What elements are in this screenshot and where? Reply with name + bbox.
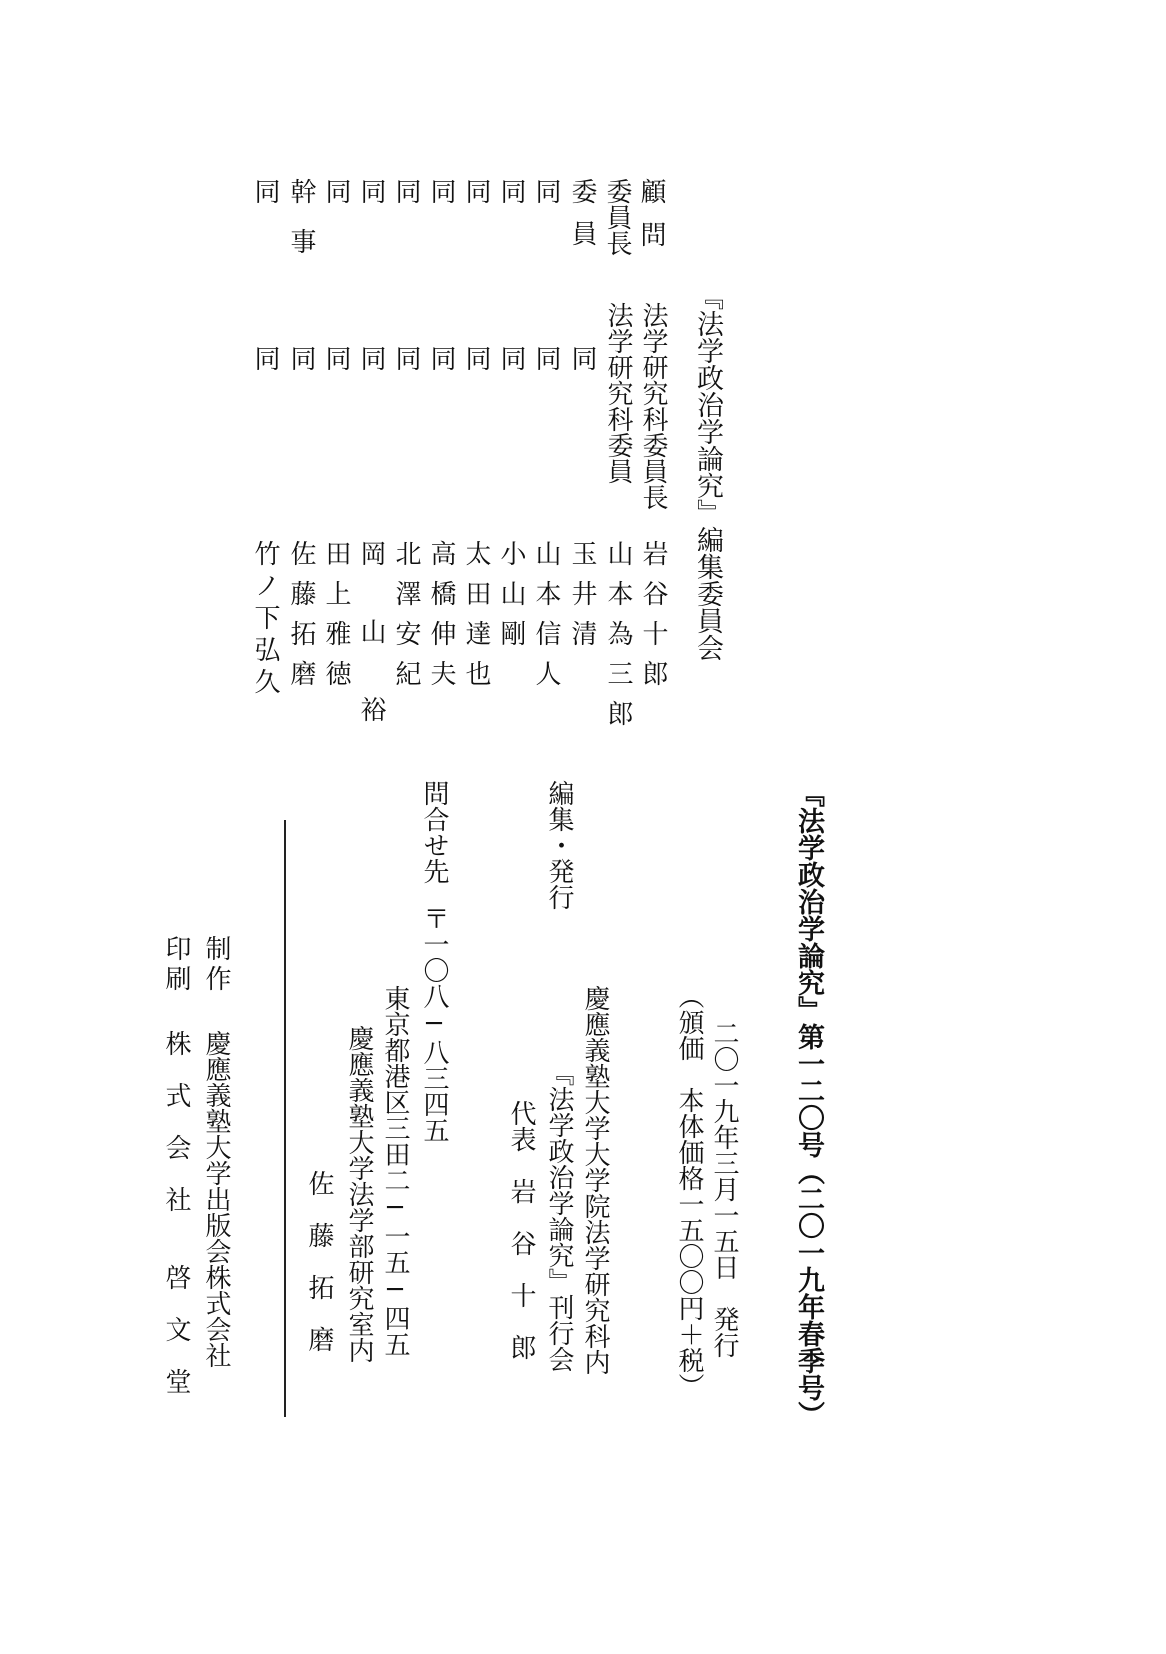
section-divider (284, 820, 286, 1417)
member-name: 佐藤拓磨 (286, 540, 316, 700)
production-company: 慶應義塾大学出版会株式会社 (201, 1030, 231, 1368)
contact-label: 問合せ先 (419, 780, 449, 884)
member-affiliation: 同 (250, 345, 280, 371)
member-role: 同 (391, 178, 421, 204)
member-affiliation: 法学研究科委員長 (638, 302, 668, 510)
member-role: 顧問 (636, 178, 666, 264)
publication-title: 『法学政治学論究』第一二〇号（二〇一九年春季号） (793, 780, 824, 1428)
printing-label: 印刷 (161, 935, 191, 995)
editor-society: 『法学政治学論究』刊行会 (544, 1060, 574, 1372)
contact-address: 東京都港区三田二─一五─四五 (380, 985, 410, 1357)
member-name: 竹ノ下弘久 (250, 540, 280, 700)
member-name: 田上雅徳 (321, 540, 351, 700)
member-affiliation: 同 (391, 345, 421, 371)
printing-company: 株 式 会 社 啓 文 堂 (161, 1030, 191, 1394)
member-affiliation: 法学研究科委員 (603, 302, 633, 484)
production-label: 制作 (201, 935, 231, 995)
member-affiliation: 同 (567, 345, 597, 371)
editor-label: 編集・発行 (544, 780, 574, 910)
member-role: 同 (321, 178, 351, 204)
member-name: 太田達也 (461, 540, 491, 700)
member-affiliation: 同 (426, 345, 456, 371)
member-name: 山本信人 (531, 540, 561, 700)
member-name: 岩谷十郎 (638, 540, 668, 700)
member-affiliation: 同 (531, 345, 561, 371)
member-role: 同 (426, 178, 456, 204)
contact-person: 佐 藤 拓 磨 (304, 1170, 334, 1352)
contact-postal-code: 〒一〇八─八三四五 (419, 905, 449, 1143)
member-role: 同 (356, 178, 386, 204)
member-name: 北澤安紀 (391, 540, 421, 700)
editor-representative: 代表 岩 谷 十 郎 (506, 1100, 536, 1360)
committee-title: 『法学政治学論究』編集委員会 (692, 283, 723, 661)
publication-price: （頒価 本体価格一五〇〇円＋税） (674, 983, 704, 1399)
member-name: 玉井清 (567, 540, 597, 660)
editor-organization: 慶應義塾大学大学院法学研究科内 (580, 985, 610, 1375)
member-role: 幹事 (286, 178, 316, 278)
member-role: 委員長 (602, 178, 632, 256)
member-name: 高橋伸夫 (426, 540, 456, 700)
member-name: 岡山裕 (356, 540, 386, 774)
member-affiliation: 同 (321, 345, 351, 371)
contact-office: 慶應義塾大学法学部研究室内 (344, 1025, 374, 1363)
member-affiliation: 同 (356, 345, 386, 371)
member-role: 同 (461, 178, 491, 204)
member-affiliation: 同 (461, 345, 491, 371)
member-affiliation: 同 (286, 345, 316, 371)
member-affiliation: 同 (496, 345, 526, 371)
member-name: 小山剛 (496, 540, 526, 660)
member-name: 山本為三郎 (603, 540, 633, 740)
member-role: 同 (250, 178, 280, 204)
publication-date: 二〇一九年三月一五日 発行 (709, 1020, 739, 1358)
member-role: 同 (496, 178, 526, 204)
member-role: 委員 (567, 178, 597, 262)
member-role: 同 (531, 178, 561, 204)
